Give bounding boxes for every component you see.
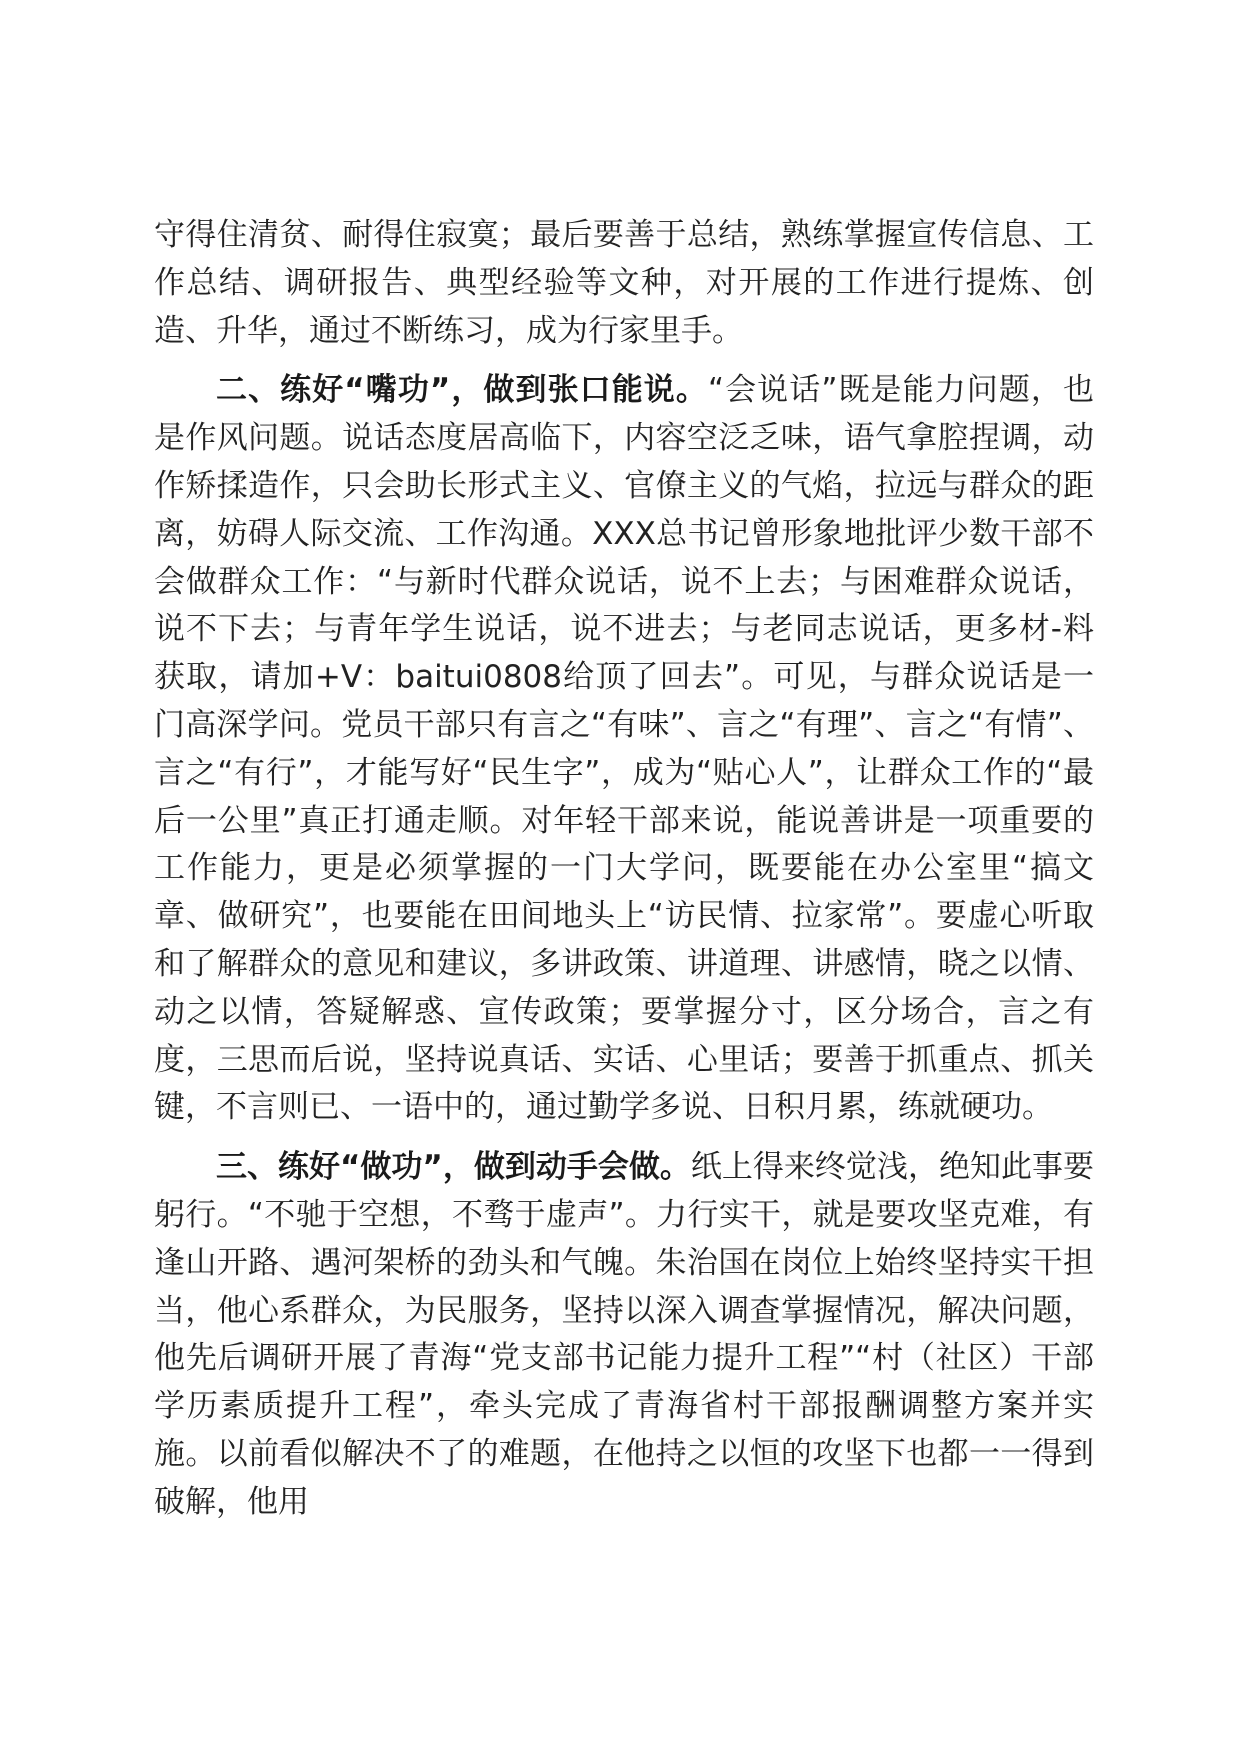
paragraph-text: “会说话”既是能力问题，也是作风问题。说话态度居高临下，内容空泛乏味，语气拿腔捏调，动作矫揉造作，只会助长形式主义、官僚主义的气焰，拉远与群众的距离，妨碍人际交流、工作沟通。XXX总书记曾形象地批评少数干部不会做群众工作：“与新时代群众说话，说不上去；与困难群众说话，说不下去；与青年学生说话，说不进去；与老同志说话，更多材-料获取，请加+V：baitui0808给顶了回去”。可见，与群众说话是一门高深学问。党员干部只有言之“有味”、言之“有理”、言之“有情”、言之“有行”，才能写好“民生字”，成为“贴心人”，让群众工作的“最后一公里”真正打通走顺。对年轻干部来说，能说善讲是一项重要的工作能力，更是必须掌握的一门大学问，既要能在办公室里“搞文章、做研究”，也要能在田间地头上“访民情、拉家常”。要虚心听取和了解群众的意见和建议，多讲政策、讲道理、讲感情，晓之以情、动之以情，答疑解惑、宣传政策；要掌握分寸，区分场合，言之有度，三思而后说，坚持说真话、实话、心里话；要善于抓重点、抓关键，不言则已、一语中的，通过勤学多说、日积月累，练就硬功。 bbox=[154, 372, 1094, 1126]
paragraph-section-two bbox=[154, 367, 1094, 1132]
paragraph-continuation bbox=[154, 212, 1094, 355]
paragraph-section-three bbox=[154, 1144, 1094, 1526]
section-heading: 三、练好“做功”，做到动手会做。 bbox=[216, 1149, 691, 1186]
document-page bbox=[154, 212, 1094, 1539]
section-heading: 二、练好“嘴功”，做到张口能说。 bbox=[216, 372, 708, 409]
paragraph-text: 守得住清贫、耐得住寂寞；最后要善于总结，熟练掌握宣传信息、工作总结、调研报告、典型经验等文种，对开展的工作进行提炼、创造、升华，通过不断练习，成为行家里手。 bbox=[154, 217, 1094, 349]
paragraph-text: 纸上得来终觉浅，绝知此事要躬行。“不驰于空想，不骛于虚声”。力行实干，就是要攻坚克难，有逢山开路、遇河架桥的劲头和气魄。朱治国在岗位上始终坚持实干担当，他心系群众，为民服务，坚持以深入调查掌握情况，解决问题，他先后调研开展了青海“党支部书记能力提升工程”“村（社区）干部学历素质提升工程”，牵头完成了青海省村干部报酬调整方案并实施。以前看似解决不了的难题，在他持之以恒的攻坚下也都一一得到破解，他用 bbox=[154, 1149, 1094, 1520]
